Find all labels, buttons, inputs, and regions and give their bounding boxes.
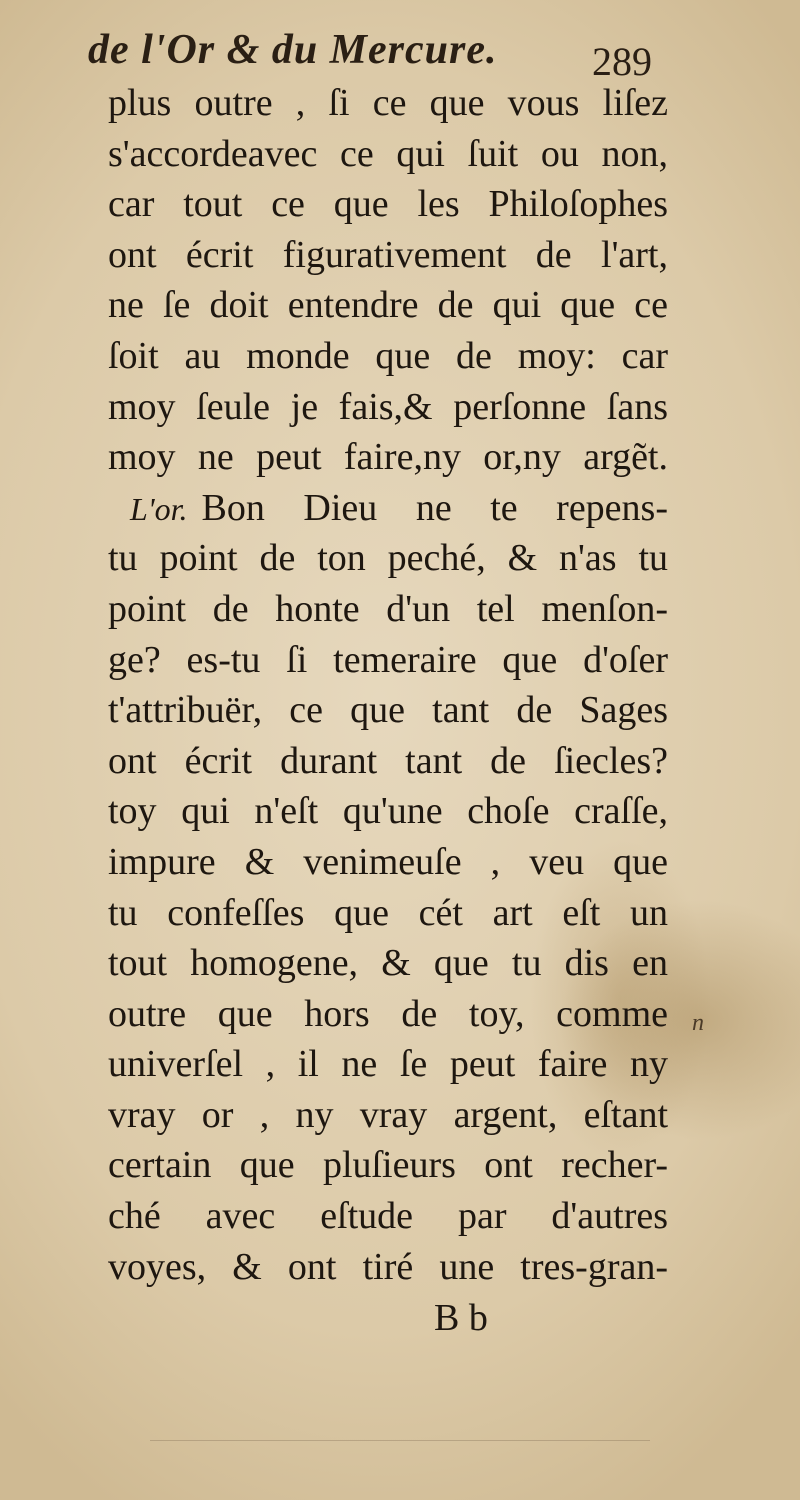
text-line: ne ſe doit entendre de qui que ce <box>108 284 668 327</box>
page-bleed-line <box>150 1440 650 1441</box>
text-line: impure & venimeuſe , veu que <box>108 840 668 883</box>
text-line: Bon Dieu ne te repens- <box>201 486 668 529</box>
text-line: car tout ce que les Philoſophes <box>108 183 668 226</box>
text-line: ont écrit durant tant de ſiecles? <box>108 739 668 782</box>
text-line: tu confeſſes que cét art eſt un <box>108 891 668 934</box>
text-line: tout homogene, & que tu dis en <box>108 942 668 985</box>
text-line: univerſel , il ne ſe peut faire ny <box>108 1043 668 1086</box>
text-line: outre que hors de toy, comme <box>108 992 668 1035</box>
text-line: toy qui n'eſt qu'une choſe craſſe, <box>108 790 668 833</box>
text-line: ſoit au monde que de moy: car <box>108 334 668 377</box>
signature-mark: B b <box>434 1297 488 1339</box>
text-line: s'accordeavec ce qui ſuit ou non, <box>108 132 668 175</box>
speaker-line <box>108 483 668 534</box>
speaker-label: L'or. <box>130 490 188 527</box>
text-line: plus outre , ſi ce que vous liſez <box>108 82 668 124</box>
text-line: ge? es-tu ſi temeraire que d'oſer <box>108 638 668 681</box>
page-number: 289 <box>592 39 652 84</box>
text-line: point de honte d'un tel menſon- <box>108 587 668 630</box>
body-text <box>108 78 668 1292</box>
margin-note: n <box>692 1010 704 1036</box>
text-line: tu point de ton peché, & n'as tu <box>108 537 668 580</box>
text-line: moy ne peut faire,ny or,ny argẽt. <box>108 436 668 479</box>
text-line: ont écrit figurativement de l'art, <box>108 233 668 276</box>
text-line: vray or , ny vray argent, eſtant <box>108 1093 668 1136</box>
text-line: t'attribuër, ce que tant de Sages <box>108 689 668 732</box>
text-line: certain que pluſieurs ont recher- <box>108 1144 668 1187</box>
running-title: de l'Or & du Mercure. <box>88 27 498 73</box>
text-line: voyes, & ont tiré une tres-gran- <box>108 1245 668 1288</box>
text-line: moy ſeule je fais,& perſonne ſans <box>108 385 668 428</box>
text-line: ché avec eſtude par d'autres <box>108 1195 668 1238</box>
